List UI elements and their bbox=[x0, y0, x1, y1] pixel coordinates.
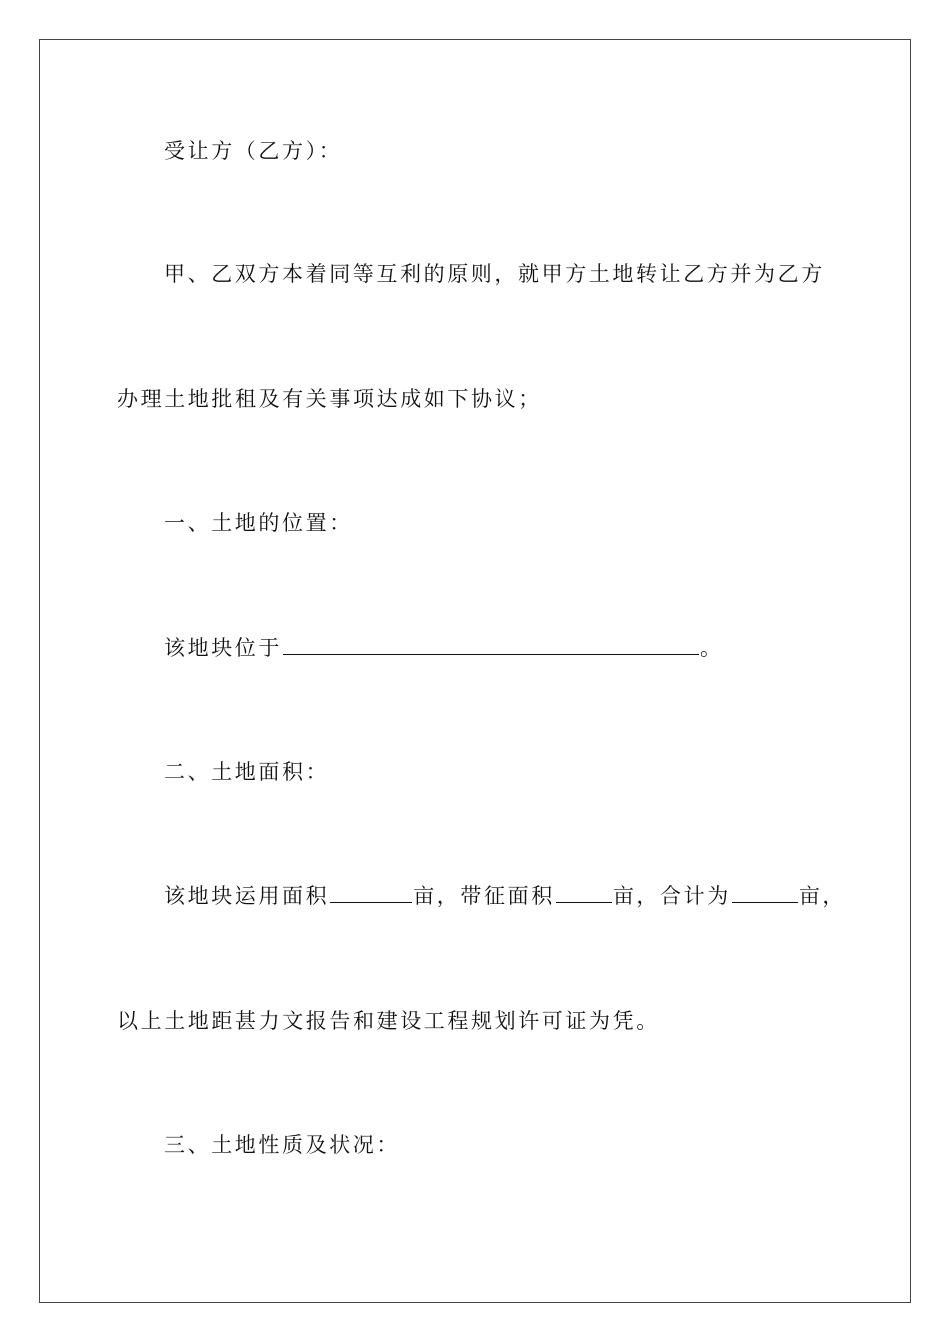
area-line bbox=[164, 884, 846, 908]
location-suffix: 。 bbox=[700, 636, 724, 660]
area-unit-1: 亩，带征面积 bbox=[413, 884, 555, 908]
location-line bbox=[164, 636, 724, 660]
extra-area-blank[interactable] bbox=[556, 884, 612, 903]
transferee-label: 受让方（乙方）： bbox=[164, 139, 343, 163]
section-3-heading: 三、土地性质及状况： bbox=[164, 1133, 400, 1157]
agreement-intro-line-1: 甲、乙双方本着同等互利的原则，就甲方土地转让乙方并为乙方 bbox=[164, 262, 825, 286]
area-unit-2: 亩，合计为 bbox=[612, 884, 731, 908]
area-unit-3: 亩， bbox=[798, 884, 847, 908]
section-1-heading: 一、土地的位置： bbox=[164, 511, 353, 535]
area-prefix: 该地块运用面积 bbox=[164, 884, 330, 908]
section-2-heading: 二、土地面积： bbox=[164, 760, 330, 784]
location-prefix: 该地块位于 bbox=[164, 636, 282, 660]
location-blank[interactable] bbox=[283, 636, 699, 655]
area-basis-line: 以上土地距甚力文报告和建设工程规划许可证为凭。 bbox=[117, 1009, 660, 1033]
usage-area-blank[interactable] bbox=[330, 884, 412, 903]
agreement-intro-line-2: 办理土地批租及有关事项达成如下协议； bbox=[117, 387, 542, 411]
total-area-blank[interactable] bbox=[732, 884, 798, 903]
page-frame bbox=[39, 39, 911, 1303]
